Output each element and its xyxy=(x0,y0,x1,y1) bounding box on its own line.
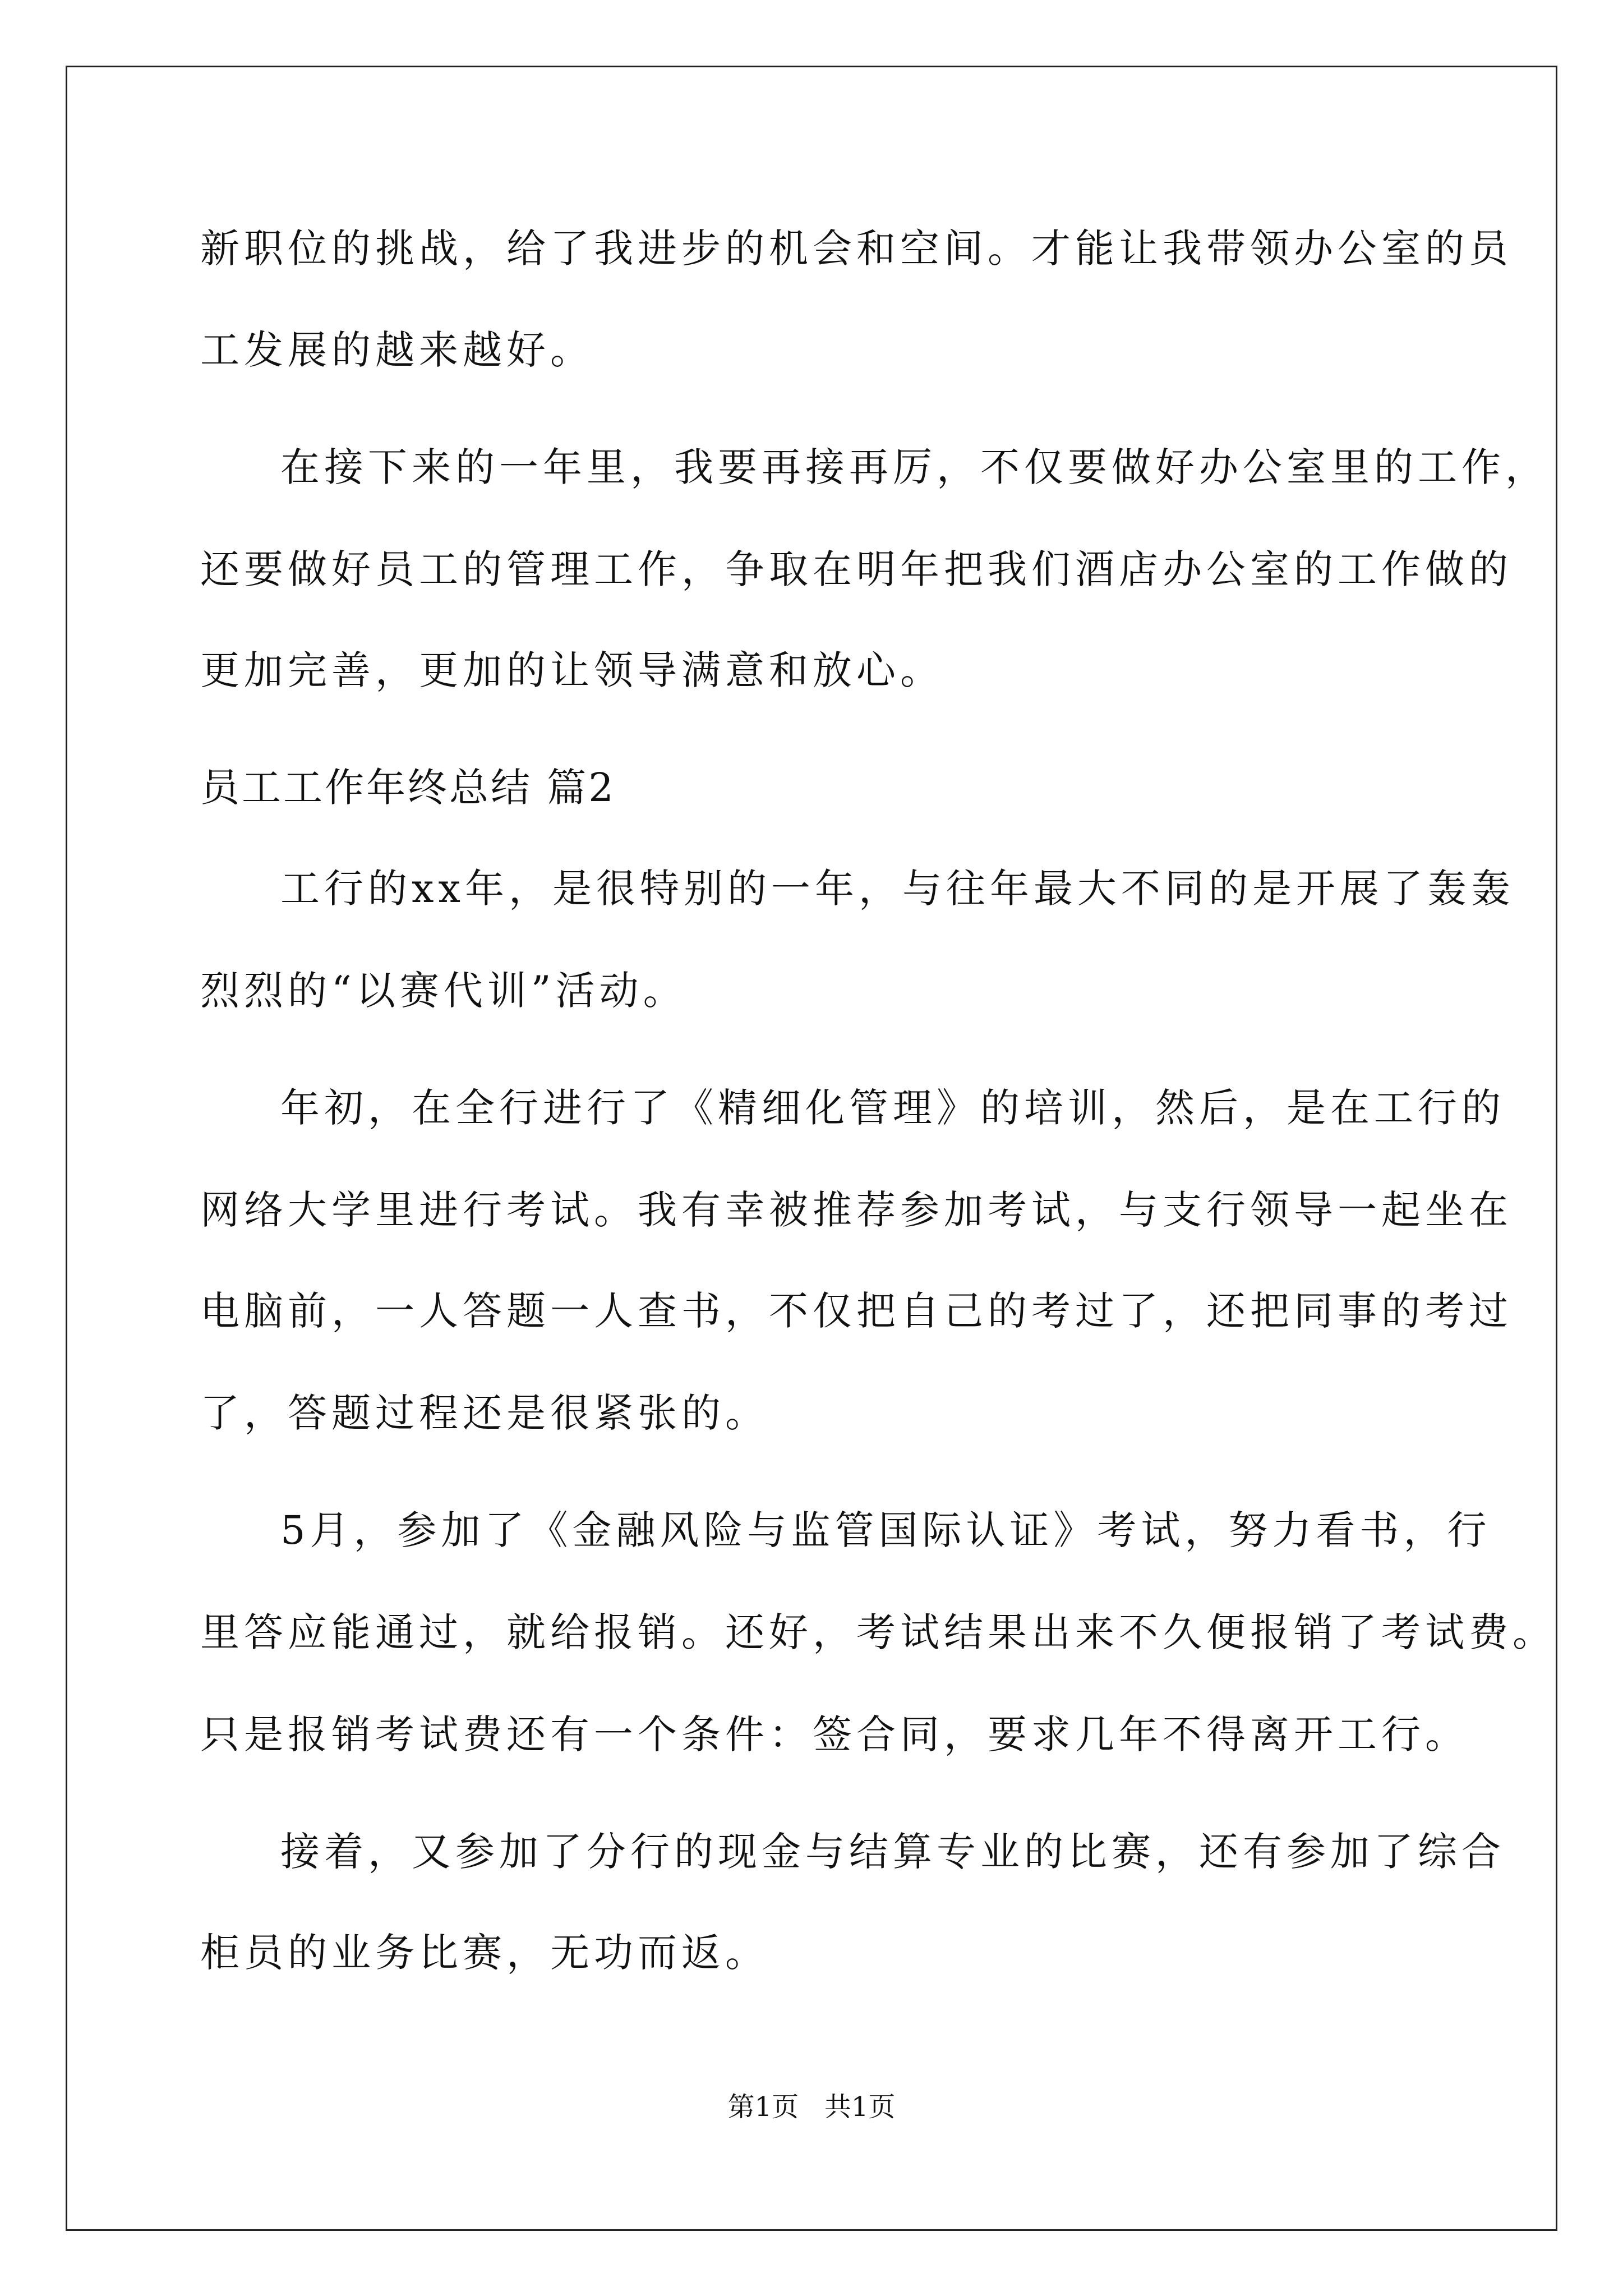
body-line-10: 网络大学里进行考试。我有幸被推荐参加考试，与支行领导一起坐在 xyxy=(200,1187,1513,1233)
body-line-11: 电脑前，一人答题一人查书，不仅把自己的考过了，还把同事的考过 xyxy=(200,1288,1513,1334)
section-heading: 员工工作年终总结 篇2 xyxy=(200,765,616,811)
paragraph-start-line-16: 接着，又参加了分行的现金与结算专业的比赛，还有参加了综合 xyxy=(280,1829,1505,1875)
body-line-2: 工发展的越来越好。 xyxy=(200,327,594,373)
body-line-15: 只是报销考试费还有一个条件：签合同，要求几年不得离开工行。 xyxy=(200,1711,1469,1757)
body-line-4: 还要做好员工的管理工作，争取在明年把我们酒店办公室的工作做的 xyxy=(200,546,1513,592)
body-line-8: 烈烈的“以赛代训”活动。 xyxy=(200,968,687,1014)
body-line-17: 柜员的业务比赛，无功而返。 xyxy=(200,1930,769,1976)
body-line-12: 了，答题过程还是很紧张的。 xyxy=(200,1390,769,1436)
paragraph-start-line-9: 年初，在全行进行了《精细化管理》的培训，然后，是在工行的 xyxy=(280,1085,1505,1131)
paragraph-start-line-13: 5月，参加了《金融风险与监管国际认证》考试，努力看书，行 xyxy=(280,1507,1491,1553)
page-border xyxy=(66,66,1557,2231)
body-line-5: 更加完善，更加的让领导满意和放心。 xyxy=(200,647,944,693)
body-line-1: 新职位的挑战，给了我进步的机会和空间。才能让我带领办公室的员 xyxy=(200,226,1513,272)
body-line-14: 里答应能通过，就给报销。还好，考试结果出来不久便报销了考试费。 xyxy=(200,1609,1556,1655)
paragraph-start-line-3: 在接下来的一年里，我要再接再厉，不仅要做好办公室里的工作， xyxy=(280,444,1549,490)
page-footer: 第1页 共1页 xyxy=(727,2091,896,2123)
paragraph-start-line-7: 工行的xx年，是很特别的一年，与往年最大不同的是开展了轰轰 xyxy=(280,866,1515,912)
